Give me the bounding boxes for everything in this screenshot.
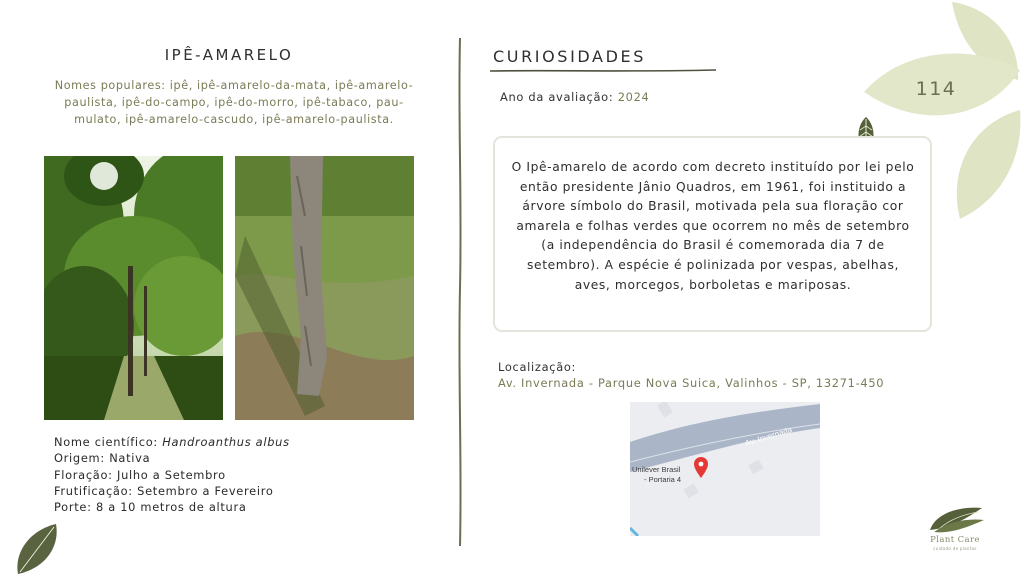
species-title: IPÊ-AMARELO [164, 46, 294, 64]
tree-canopy-photo [44, 156, 223, 420]
plant-care-logo [922, 500, 992, 560]
title-underline [490, 68, 716, 74]
location-label: Localização: [498, 360, 577, 374]
brand-tagline: cuidado de plantas [933, 546, 977, 551]
scientific-name-value: Handroanthus albus [162, 435, 290, 449]
evaluation-value: 2024 [617, 90, 650, 104]
column-divider [457, 38, 463, 546]
size-row: Porte: 8 a 10 metros de altura [54, 500, 247, 515]
leaf-bottom-left-icon [10, 522, 60, 576]
popular-names: Nomes populares: ipê, ipê-amarelo-da-mata, ipê-amarelo-paulista, ipê-do-campo, ipê-do-morro, ipê-tabaco, pau-mulato, ipê-amarelo-cascudo, ipê-amarelo-paulista. [54, 79, 414, 126]
evaluation-label: Ano da avaliação: [500, 90, 618, 104]
location-map[interactable] [630, 402, 820, 536]
page-number: 114 [915, 78, 957, 100]
map-street-label: Av. Invernada [743, 425, 794, 448]
curiosity-text: O Ipê-amarelo de acordo com decreto instituído por lei pelo então presidente Jânio Quadros, em 1961, foi instituido a árvore símbolo do Brasil, motivada pela sua floração cor amarela e folhas verdes que ocorrem no mês de setembro (a independência do Brasil é comemorada dia 7 de setembro). A espécie é polinizada por vespas, abelhas, aves, morcegos, borboletas e mariposas. [511, 160, 915, 292]
curiosities-title: CURIOSIDADES [493, 47, 646, 66]
map-place-label-2: - Portaria 4 [644, 475, 682, 484]
tree-trunk-photo [235, 156, 414, 420]
origin-row: Origem: Nativa [54, 451, 151, 466]
species-facts [54, 434, 290, 515]
fruiting-row: Frutificação: Setembro a Fevereiro [54, 483, 274, 498]
flowering-row: Floração: Julho a Setembro [54, 467, 226, 482]
map-place-label-1: Unilever Brasil [632, 465, 681, 474]
scientific-name-label: Nome científico: [54, 435, 163, 449]
evaluation-year [500, 90, 650, 104]
scientific-name-row [54, 434, 290, 450]
brand-name: Plant Care [930, 535, 980, 545]
location-address: Av. Invernada - Parque Nova Suica, Valinhos - SP, 13271-450 [498, 376, 885, 390]
